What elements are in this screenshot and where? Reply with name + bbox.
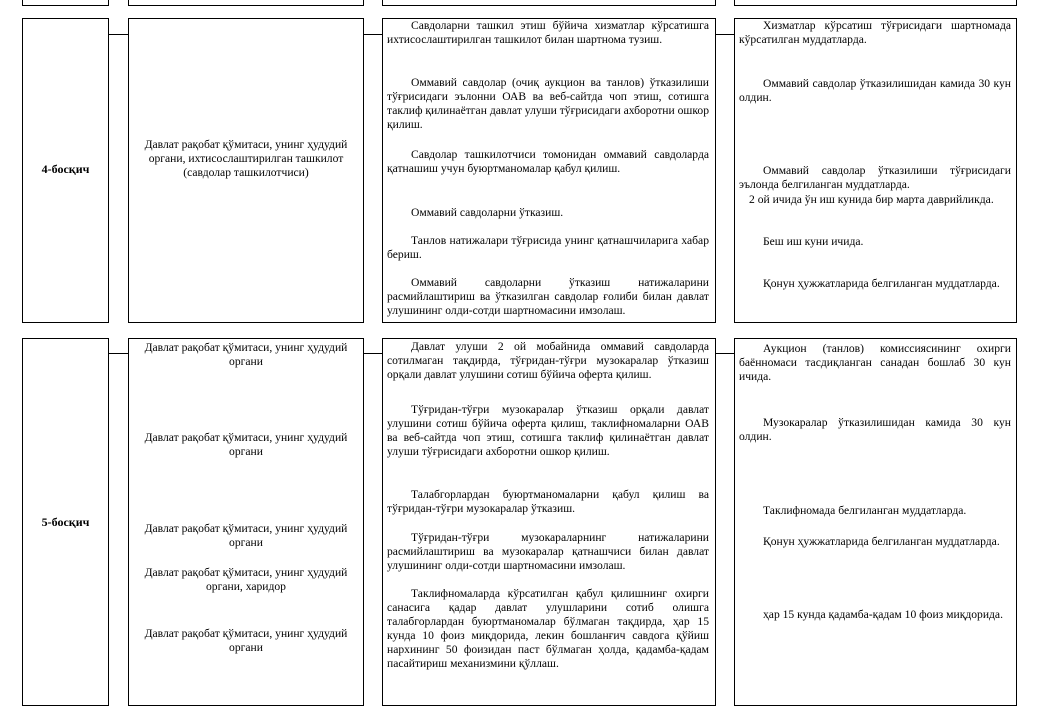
stage4-term: Хизматлар кўрсатиш тўғрисидаги шартномада кўрсатилган муддатларда. <box>739 19 1011 46</box>
stage4-action: Оммавий савдоларни ўтказиш натижаларини расмийлаштириш ва ўтказилган савдолар ғолиби билан давлат улушининг олди-сотди шартномасини имзолаш. <box>387 276 709 317</box>
stage5-action: Таклифномаларда кўрсатилган қабул қилишнинг охирги санасига қадар давлат улушларини сотиб олишга талабгорлардан буюртманомалар бўлмаган тақдирда, ҳар 15 кунда 10 фоиз миқдорида, лекин бошланғич савдога қўйиш нархининг 50 фоизидан паст бўлмаган ҳолда, қадамба-қадам пасайтириш механизмини қўллаш. <box>387 587 709 670</box>
stage5-action: Тўғридан-тўғри музокараларнинг натижаларини расмийлаштириш ва музокаралар қатнашчиси билан давлат улушининг олди-сотди шартномасини имзолаш. <box>387 531 709 572</box>
connector <box>109 34 128 35</box>
stage4-term: Оммавий савдолар ўтказилиши тўғрисидаги эълонда белгиланган муддатларда. <box>739 164 1011 191</box>
stage5-term: ҳар 15 кунда қадамба-қадам 10 фоиз миқдорида. <box>763 608 1003 621</box>
connector <box>716 353 734 354</box>
stage4-action: Оммавий савдолар (очиқ аукцион ва танлов) ўтказилиши тўғрисидаги эълонни ОАВ ва веб-сайтда чоп этиш, сотишга таклиф қилинаётган давлат улуши тўғрисидаги ахборотни ошкор қилиш. <box>387 76 709 131</box>
connector <box>109 353 128 354</box>
stage4-term: Қонун ҳужжатларида белгиланган муддатларда. <box>763 277 1000 290</box>
prev-row-stub <box>22 5 109 6</box>
prev-row-stub <box>128 5 364 6</box>
stage4-action: Савдоларни ташкил этиш бўйича хизматлар кўрсатишга ихтисослаштирилган ташкилот билан шартнома тузиш. <box>387 19 709 46</box>
stage5-actor: Давлат рақобат қўмитаси, унинг ҳудудий органи <box>144 627 348 654</box>
prev-row-stub <box>734 5 1017 6</box>
stage5-term: Музокаралар ўтказилишидан камида 30 кун олдин. <box>739 416 1011 443</box>
connector <box>716 34 734 35</box>
stage4-action: Савдолар ташкилотчиси томонидан оммавий савдоларда қатнашиш учун буюртманомалар қабул қилиш. <box>387 148 709 175</box>
stage4-action: Оммавий савдоларни ўтказиш. <box>411 206 564 219</box>
stage5-term: Қонун ҳужжатларида белгиланган муддатларда. <box>763 535 1000 548</box>
stage5-action: Талабгорлардан буюртманомаларни қабул қилиш ва тўғридан-тўғри музокаралар ўтказиш. <box>387 488 709 515</box>
stage5-actor: Давлат рақобат қўмитаси, унинг ҳудудий органи <box>144 431 348 458</box>
stage5-term-box <box>734 338 1017 706</box>
connector <box>364 34 382 35</box>
stage4-actor: Давлат рақобат қўмитаси, унинг ҳудудий органи, ихтисослаштирилган ташкилот (савдолар ташкилотчиси) <box>144 138 348 179</box>
stage5-actor: Давлат рақобат қўмитаси, унинг ҳудудий органи <box>144 522 348 549</box>
stage4-label: 4-босқич <box>41 162 90 176</box>
connector <box>364 353 382 354</box>
stage4-term: Оммавий савдолар ўтказилишидан камида 30 кун олдин. <box>739 77 1011 104</box>
stage5-term: Аукцион (танлов) комиссиясининг охирги баённомаси тасдиқланган санадан бошлаб 30 кун ичида. <box>739 342 1011 383</box>
stage5-label: 5-босқич <box>41 515 90 529</box>
stage5-actor: Давлат рақобат қўмитаси, унинг ҳудудий органи <box>144 341 348 368</box>
stage5-action: Тўғридан-тўғри музокаралар ўтказиш орқали давлат улушини сотиш бўйича оферта қилиш, таклифномаларни ОАВ ва веб-сайтда чоп этиш, сотишга таклиф қилинаётган давлат улуши тўғрисидаги ахборотни ошкор қилиш. <box>387 403 709 458</box>
stage5-action: Давлат улуши 2 ой мобайнида оммавий савдоларда сотилмаган тақдирда, тўғридан-тўғри музокаралар ўтказиш орқали давлат улушини сотиш бўйича оферта қилиш. <box>387 340 709 381</box>
stage4-term: 2 ой ичида ўн иш кунида бир марта даврийликда. <box>749 193 994 206</box>
stage4-term: Беш иш куни ичида. <box>763 235 864 248</box>
prev-row-stub <box>382 5 716 6</box>
stage5-term: Таклифномада белгиланган муддатларда. <box>763 504 967 517</box>
stage5-actor: Давлат рақобат қўмитаси, унинг ҳудудий органи, харидор <box>144 566 348 593</box>
stage4-action: Танлов натижалари тўғрисида унинг қатнашчиларига хабар бериш. <box>387 234 709 261</box>
